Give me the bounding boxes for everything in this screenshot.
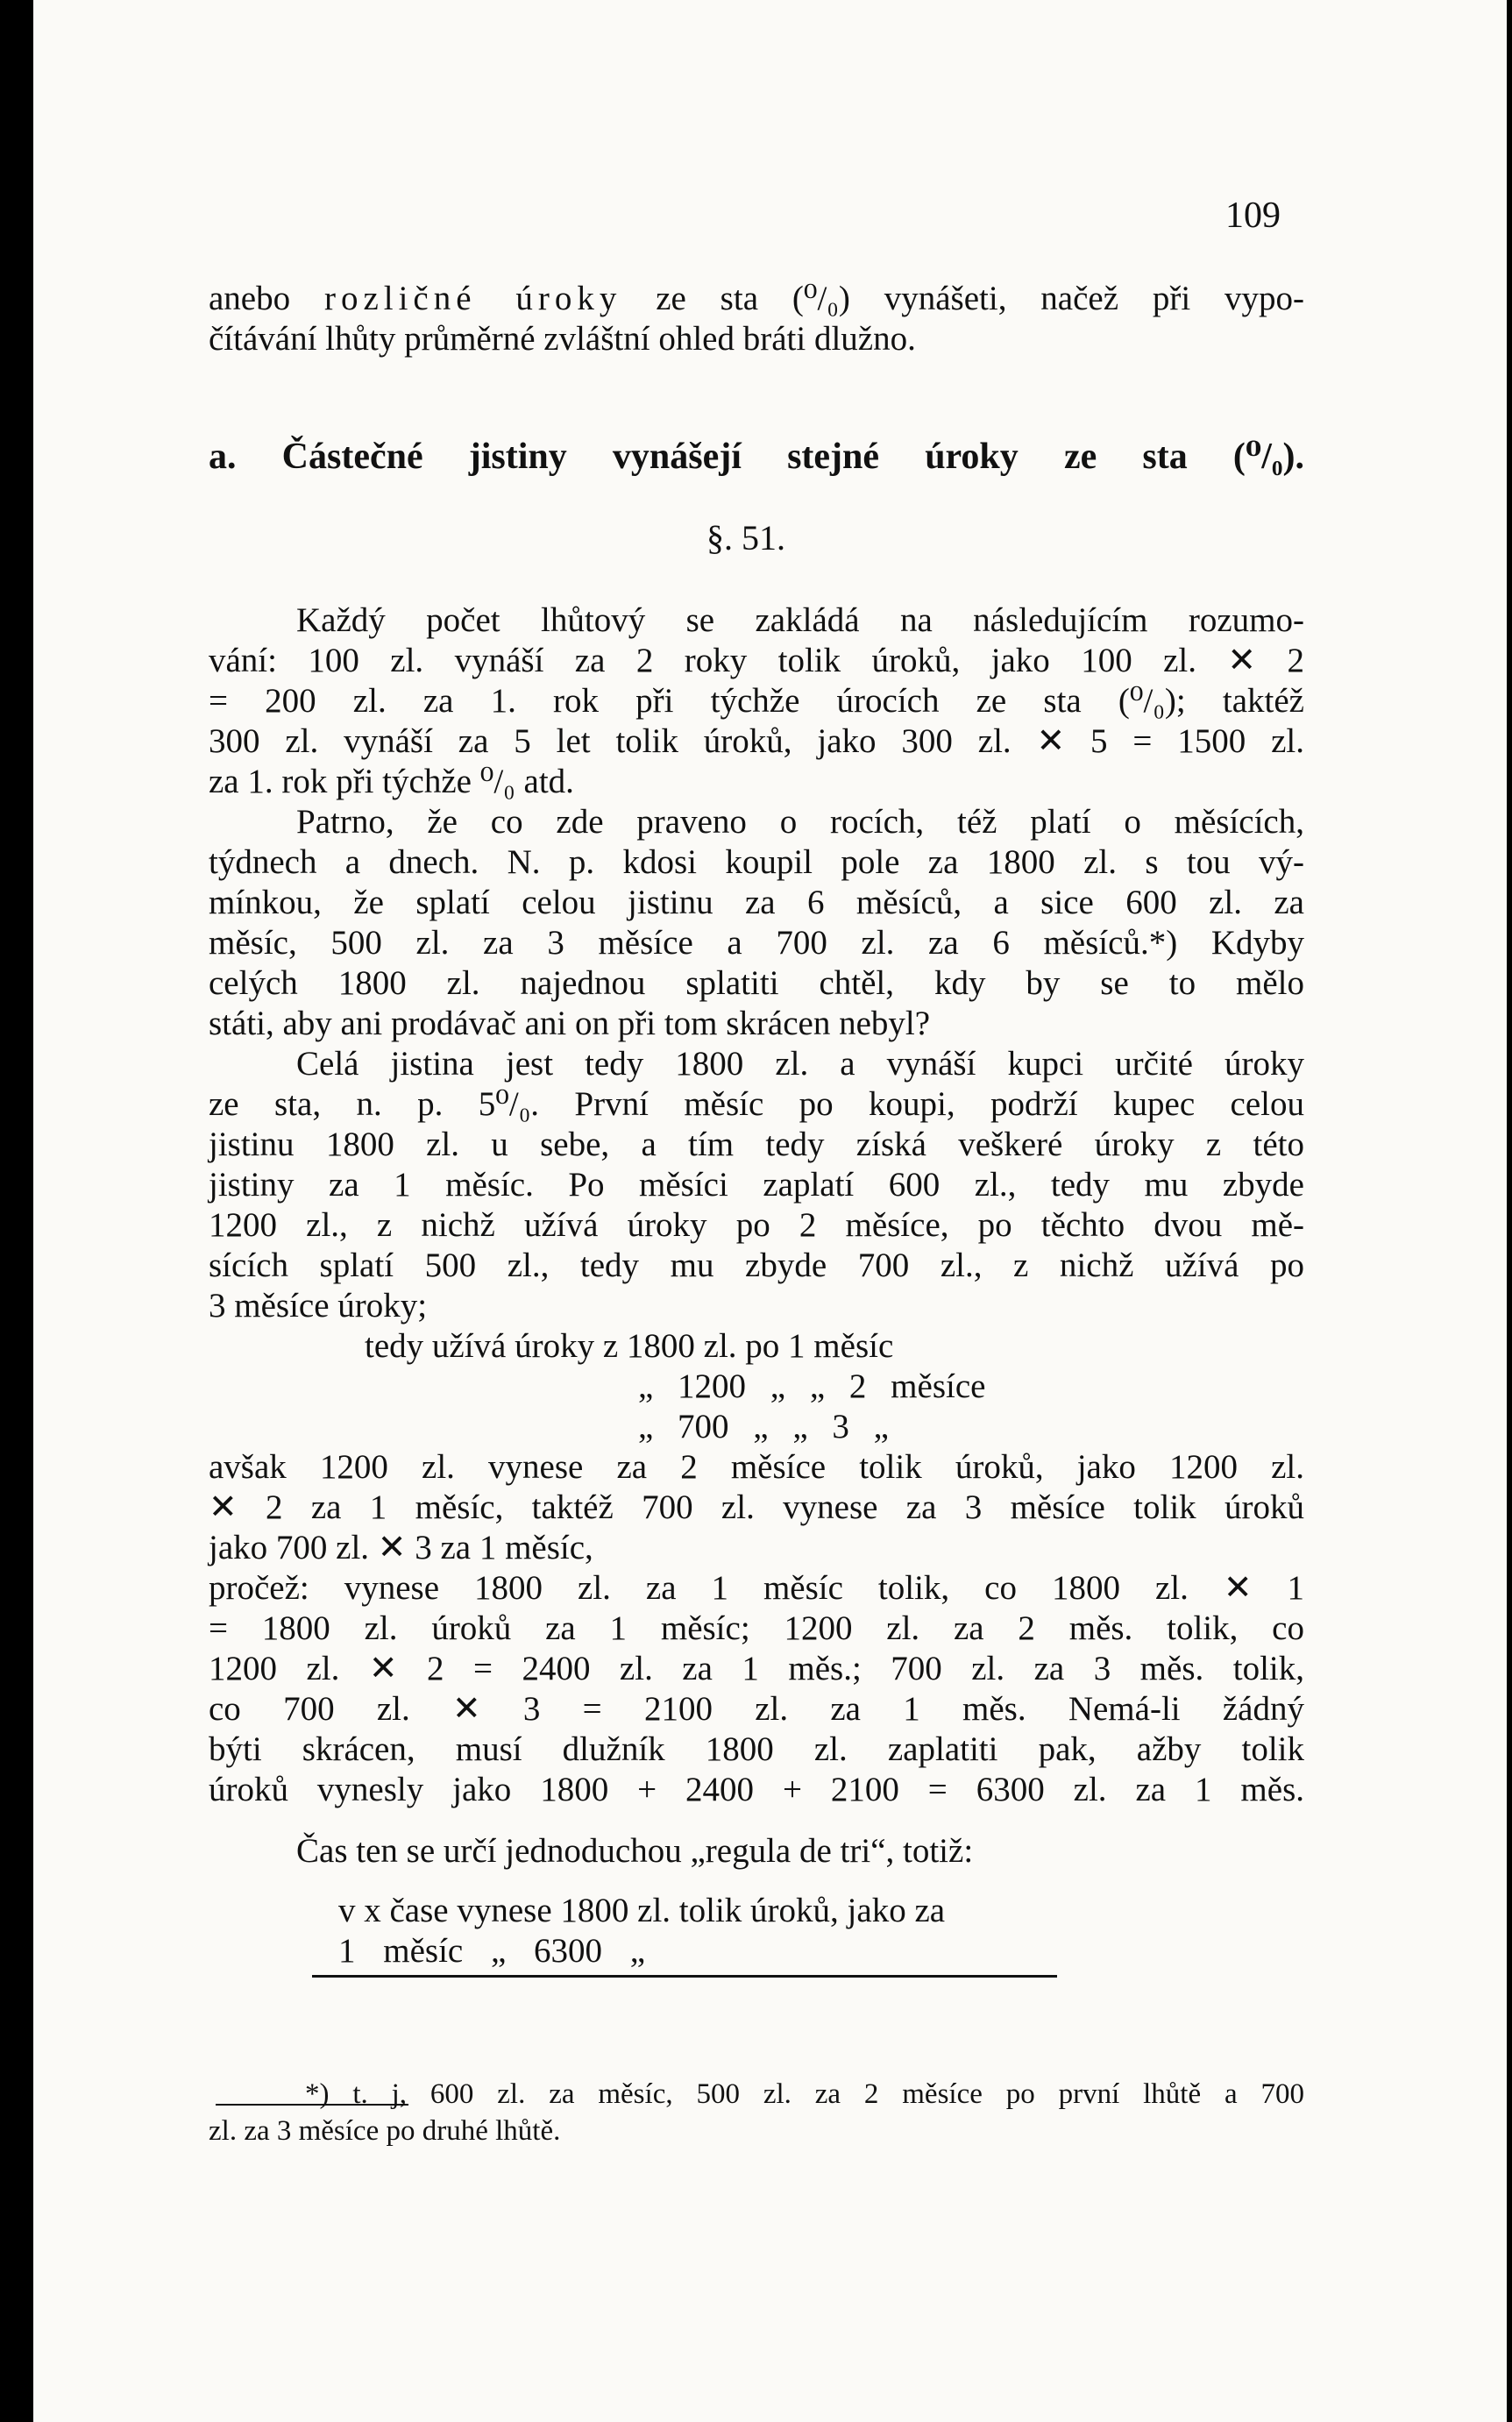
body-line: 1200 zl. ✕ 2 = 2400 zl. za 1 měs.; 700 zl. za 3 měs. tolik, <box>209 1650 1304 1687</box>
scan-edge <box>1507 0 1512 2422</box>
body-line: státi, aby ani prodávač ani on při tom skrácen nebyl? <box>209 1005 931 1042</box>
section-heading: a. Částečné jistiny vynášejí stejné úroky ze sta (⁰/₀). <box>209 437 1304 477</box>
body-line: za 1. rok při týchže ⁰/₀ atd. <box>209 763 574 800</box>
body-line: co 700 zl. ✕ 3 = 2100 zl. za 1 měs. Nemá-li žádný <box>209 1690 1304 1728</box>
calc-line: tedy užívá úroky z 1800 zl. po 1 měsíc <box>365 1327 894 1365</box>
body-line: jako 700 zl. ✕ 3 za 1 měsíc, <box>209 1529 593 1566</box>
body-line: sících splatí 500 zl., tedy mu zbyde 700 zl., z nichž užívá po <box>209 1247 1304 1284</box>
body-line: = 1800 zl. úroků za 1 měsíc; 1200 zl. za 2 měs. tolik, co <box>209 1609 1304 1647</box>
body-line: měsíc, 500 zl. za 3 měsíce a 700 zl. za 6 měsíců.*) Kdyby <box>209 924 1304 962</box>
body-line: = 200 zl. za 1. rok při týchže úrocích ze sta (⁰/₀); taktéž <box>209 682 1304 720</box>
body-line: 300 zl. vynáší za 5 let tolik úroků, jako 300 zl. ✕ 5 = 1500 zl. <box>209 722 1304 760</box>
intro-line-1 <box>209 279 1304 319</box>
proportion-line: 1 měsíc „ 6300 „ <box>338 1932 646 1970</box>
body-line: 1200 zl., z nichž užívá úroky po 2 měsíce, po těchto dvou mě- <box>209 1206 1304 1244</box>
body-line: Každý počet lhůtový se zakládá na následujícím rozumo- <box>296 601 1304 639</box>
page-number: 109 <box>1225 195 1281 236</box>
proportion-line: v x čase vynese 1800 zl. tolik úroků, jako za <box>338 1892 946 1929</box>
body-line: 3 měsíce úroky; <box>209 1287 428 1325</box>
intro-text: ze sta (⁰/₀) vynášeti, načež při vypo- <box>621 280 1305 317</box>
body-line: týdnech a dnech. N. p. kdosi koupil pole za 1800 zl. s tou vý- <box>209 843 1304 881</box>
section-number: §. 51. <box>706 518 785 558</box>
footnote-line-1: *) t. j, 600 zl. za měsíc, 500 zl. za 2 měsíce po první lhůtě a 700 <box>305 2078 1304 2110</box>
footnote-line-2: zl. za 3 měsíce po druhé lhůtě. <box>209 2115 561 2147</box>
body-line: Celá jistina jest tedy 1800 zl. a vynáší kupci určité úroky <box>296 1045 1304 1083</box>
body-line: býti skrácen, musí dlužník 1800 zl. zaplatiti pak, ažby tolik <box>209 1730 1304 1768</box>
body-line: Čas ten se určí jednoduchou „regula de tri“, totiž: <box>296 1832 974 1870</box>
calc-line: „ 700 „ „ 3 „ <box>638 1408 889 1445</box>
body-line: vání: 100 zl. vynáší za 2 roky tolik úroků, jako 100 zl. ✕ 2 <box>209 642 1304 679</box>
body-line: úroků vynesly jako 1800 + 2400 + 2100 = 6300 zl. za 1 měs. <box>209 1771 1304 1808</box>
calc-line: „ 1200 „ „ 2 měsíce <box>638 1367 986 1405</box>
intro-text: anebo <box>209 280 324 317</box>
body-line: mínkou, že splatí celou jistinu za 6 měsíců, a sice 600 zl. za <box>209 884 1304 921</box>
body-line: Patrno, že co zde praveno o rocích, též platí o měsících, <box>296 803 1304 841</box>
body-line: ✕ 2 za 1 měsíc, taktéž 700 zl. vynese za 3 měsíce tolik úroků <box>209 1488 1304 1526</box>
emphasized-term: rozličné úroky <box>323 280 622 317</box>
body-line: avšak 1200 zl. vynese za 2 měsíce tolik úroků, jako 1200 zl. <box>209 1448 1304 1486</box>
body-line: ze sta, n. p. 5⁰/₀. První měsíc po koupi, podrží kupec celou <box>209 1085 1304 1123</box>
body-line: jistiny za 1 měsíc. Po měsíci zaplatí 600 zl., tedy mu zbyde <box>209 1166 1304 1204</box>
proportion-rule <box>312 1975 1057 1978</box>
intro-line-2: čítávání lhůty průměrné zvláštní ohled bráti dlužno. <box>209 320 916 358</box>
book-page <box>33 0 1509 2422</box>
body-line: celých 1800 zl. najednou splatiti chtěl, kdy by se to mělo <box>209 964 1304 1002</box>
body-line: pročež: vynese 1800 zl. za 1 měsíc tolik, co 1800 zl. ✕ 1 <box>209 1569 1304 1607</box>
body-line: jistinu 1800 zl. u sebe, a tím tedy získá veškeré úroky z této <box>209 1126 1304 1163</box>
